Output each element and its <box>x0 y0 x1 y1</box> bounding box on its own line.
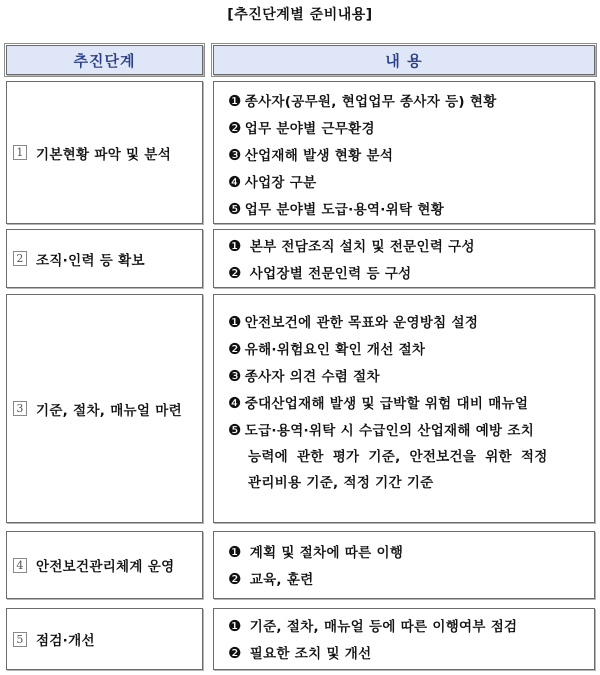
stage-cell-5 <box>6 608 203 670</box>
content-cell-5 <box>213 608 595 670</box>
circled-number-2-icon: ❷ <box>228 119 242 137</box>
circled-number-1-icon: ❶ <box>228 313 242 331</box>
number-box-icon: 1 <box>13 145 27 160</box>
list-item: ❷ 교육, 훈련 <box>228 570 314 588</box>
circled-number-1-icon: ❶ <box>228 543 242 561</box>
circled-number-1-icon: ❶ <box>228 92 242 110</box>
list-item-continuation: 능력에 관한 평가 기준, 안전보건을 위한 적정 <box>248 449 548 465</box>
number-box-icon: 4 <box>13 558 27 573</box>
circled-number-5-icon: ❺ <box>228 200 242 218</box>
circled-number-1-icon: ❶ <box>228 237 242 255</box>
number-box-icon: 2 <box>13 251 27 266</box>
stage-cell-2 <box>6 229 203 288</box>
header-content-label: 내 용 <box>385 51 423 70</box>
circled-number-3-icon: ❸ <box>228 146 242 164</box>
stage-cell-4 <box>6 531 203 599</box>
circled-number-2-icon: ❷ <box>228 340 242 358</box>
stage-cell-3 <box>6 294 203 523</box>
header-stage <box>6 45 203 75</box>
list-item: ❸ 종사자 의견 수렴 절차 <box>228 367 380 385</box>
circled-number-4-icon: ❹ <box>228 173 242 191</box>
list-item: ❷ 유해·위험요인 확인 개선 절차 <box>228 340 426 358</box>
content-cell-3 <box>213 294 595 523</box>
stage-label: 안전보건관리체계 운영 <box>36 559 175 575</box>
stage-label: 점검·개선 <box>36 633 95 649</box>
list-item: ❹ 중대산업재해 발생 및 급박할 위험 대비 매뉴얼 <box>228 394 529 412</box>
list-item: ❺ 업무 분야별 도급·용역·위탁 현황 <box>228 200 445 218</box>
circled-number-4-icon: ❹ <box>228 394 242 412</box>
stage-label: 기준, 절차, 매뉴얼 마련 <box>36 402 182 419</box>
stage-label: 기본현황 파악 및 분석 <box>36 146 172 163</box>
stage-label: 조직·인력 등 확보 <box>36 252 145 269</box>
content-cell-2 <box>213 229 595 288</box>
stage-cell-1 <box>6 81 203 224</box>
list-item: ❸ 산업재해 발생 현황 분석 <box>228 146 394 164</box>
list-item: ❷ 사업장별 전문인력 등 구성 <box>228 264 412 282</box>
circled-number-2-icon: ❷ <box>228 644 242 662</box>
list-item: ❶ 안전보건에 관한 목표와 운영방침 설정 <box>228 313 479 331</box>
circled-number-3-icon: ❸ <box>228 367 242 385</box>
circled-number-1-icon: ❶ <box>228 617 242 635</box>
content-cell-1 <box>213 81 595 224</box>
number-box-icon: 3 <box>13 401 27 416</box>
number-box-icon: 5 <box>13 632 27 647</box>
circled-number-2-icon: ❷ <box>228 264 242 282</box>
content-cell-4 <box>213 531 595 599</box>
list-item: ❷ 필요한 조치 및 개선 <box>228 644 372 662</box>
list-item: ❺ 도급·용역·위탁 시 수급인의 산업재해 예방 조치 능력에 관한 평가 기준, 안전보건을 위한 적정 관리비용 기준, 적정 기간 기준 <box>228 417 584 496</box>
list-item: ❶ 종사자(공무원, 현업업무 종사자 등) 현황 <box>228 92 497 110</box>
circled-number-2-icon: ❷ <box>228 570 242 588</box>
list-item-continuation: 관리비용 기준, 적정 기간 기준 <box>248 475 434 491</box>
header-content <box>213 45 595 75</box>
list-item: ❶ 계획 및 절차에 따른 이행 <box>228 543 404 561</box>
header-stage-label: 추진단계 <box>73 51 136 70</box>
circled-number-5-icon: ❺ <box>228 421 242 439</box>
list-item: ❹ 사업장 구분 <box>228 173 317 191</box>
list-item: ❶ 기준, 절차, 매뉴얼 등에 따른 이행여부 점검 <box>228 617 518 635</box>
list-item: ❷ 업무 분야별 근무환경 <box>228 119 375 137</box>
list-item: ❶ 본부 전담조직 설치 및 전문인력 구성 <box>228 237 475 255</box>
document-title: [추진단계별 준비내용] <box>227 7 373 23</box>
